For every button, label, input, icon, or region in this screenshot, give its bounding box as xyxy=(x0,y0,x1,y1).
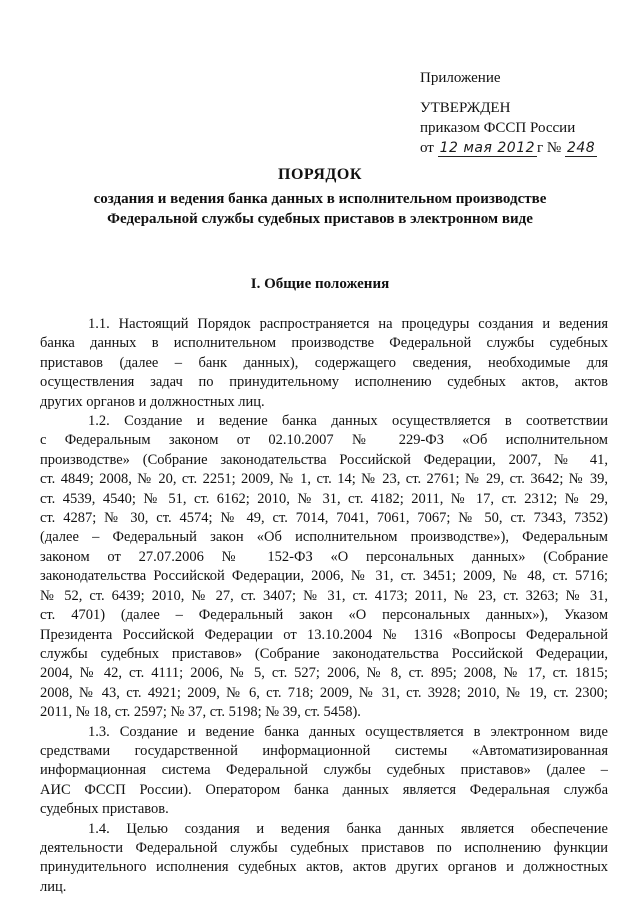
title-sub-line-2: Федеральной службы судебных приставов в электронном виде xyxy=(107,211,533,227)
paragraph-1-4 xyxy=(40,820,608,898)
paragraph-line: других органов и должностных лиц. xyxy=(40,393,265,410)
approval-block xyxy=(420,68,620,160)
paragraph-line: производстве» (Собрание законодательства Российской Федерации, 2007, № 41, xyxy=(40,451,608,468)
paragraph-line: законодательства Российской Федерации, 2006, № 31, ст. 3451; 2009, № 48, ст. 5716; xyxy=(40,568,608,585)
paragraph-line: АИС ФССП России). Оператором банка данных является Федеральная служба xyxy=(40,781,608,798)
paragraph-line: (далее – Федеральный закон «Об исполнительном производстве»), Федеральным xyxy=(40,529,608,546)
paragraph-line: банка данных в исполнительном производстве Федеральной службы судебных xyxy=(40,335,608,352)
paragraph-line: приставов (далее – банк данных), содержащего сведения, необходимые для xyxy=(40,354,608,371)
order-prefix: приказом ФССП России xyxy=(420,120,576,136)
paragraph-line: 1.2. Создание и ведение банка данных осуществляется в соответствии xyxy=(88,413,608,430)
paragraph-line: ст. 4539, 4540; № 51, ст. 6162; 2010, № 31, ст. 4182; 2011, № 17, ст. 2312; № 29, xyxy=(40,490,608,507)
paragraph-line: 2008, № 43, ст. 4921; 2009, № 6, ст. 718; 2009, № 31, ст. 3928; 2010, № 19, ст. 2300; xyxy=(40,684,608,701)
paragraph-line: ст. 4701) (далее – Федеральный закон «О персональных данных»), Указом xyxy=(40,607,608,624)
section-heading: I. Общие положения xyxy=(250,276,390,292)
from-label: от xyxy=(420,140,434,156)
paragraph-line: 1.3. Создание и ведение банка данных осуществляется в электронном виде xyxy=(88,723,608,740)
paragraph-1-2 xyxy=(40,412,608,723)
appendix-label: Приложение xyxy=(420,70,501,86)
paragraph-line: лиц. xyxy=(40,878,67,895)
paragraph-line: 2004, № 42, ст. 4111; 2006, № 5, ст. 527; 2006, № 8, ст. 895; 2008, № 17, ст. 1815; xyxy=(40,665,608,682)
handwritten-number: 248 xyxy=(566,140,596,156)
paragraph-line: средствами государственной информационной системы «Автоматизированная xyxy=(40,742,608,759)
approval-spacer xyxy=(420,88,620,98)
title-sub-line-1: создания и ведения банка данных в исполнительном производстве xyxy=(93,191,547,207)
paragraph-line: 1.4. Целью создания и ведения банка данных является обеспечение xyxy=(88,820,608,837)
paragraph-1-3 xyxy=(40,723,608,820)
paragraph-line: службы судебных приставов» (Собрание законодательства Российской Федерации, xyxy=(40,645,608,662)
document-body xyxy=(40,315,608,897)
paragraph-line: № 52, ст. 6439; 2010, № 27, ст. 3407; № 31, ст. 4173; 2011, № 23, ст. 3263; № 31, xyxy=(40,587,608,604)
order-date-line xyxy=(420,138,620,160)
paragraph-line: 2011, № 18, ст. 2597; № 37, ст. 5198; № 39, ст. 5458). xyxy=(40,704,361,721)
handwritten-date: 12 мая 2012 xyxy=(439,140,536,156)
paragraph-line: информационная система Федеральной службы судебных приставов» (далее – xyxy=(40,762,608,779)
paragraph-line: деятельности Федеральной службы судебных приставов по исполнению функции xyxy=(40,839,608,856)
title-main: ПОРЯДОК xyxy=(278,166,362,183)
paragraph-line: Президента Российской Федерации от 13.10.2004 № 1316 «Вопросы Федеральной xyxy=(40,626,608,643)
number-label: № xyxy=(546,140,562,156)
paragraph-line: судебных приставов. xyxy=(40,801,169,818)
paragraph-line: осуществления задач по принудительному исполнению судебных актов, актов xyxy=(40,374,608,391)
paragraph-line: ст. 4849; 2008, № 20, ст. 2251; 2009, № 1, ст. 14; № 23, ст. 2761; № 29, ст. 3642; № 39, xyxy=(40,471,608,488)
paragraph-line: принудительного исполнения судебных актов, актов других органов и должностных xyxy=(40,859,608,876)
paragraph-line: ст. 4287; № 30, ст. 4574; № 49, ст. 7014, 7041, 7061, 7067; № 50, ст. 7343, 7352) xyxy=(40,510,608,527)
approved-label: УТВЕРЖДЕН xyxy=(420,100,511,116)
paragraph-1-1 xyxy=(40,315,608,412)
year-suffix: г xyxy=(537,140,544,156)
document-title xyxy=(40,165,600,229)
paragraph-line: законом от 27.07.2006 № 152-ФЗ «О персональных данных» (Собрание xyxy=(40,548,608,565)
paragraph-line: 1.1. Настоящий Порядок распространяется на процедуры создания и ведения xyxy=(88,316,608,332)
paragraph-line: с Федеральным законом от 02.10.2007 № 229-ФЗ «Об исполнительном xyxy=(40,432,608,449)
